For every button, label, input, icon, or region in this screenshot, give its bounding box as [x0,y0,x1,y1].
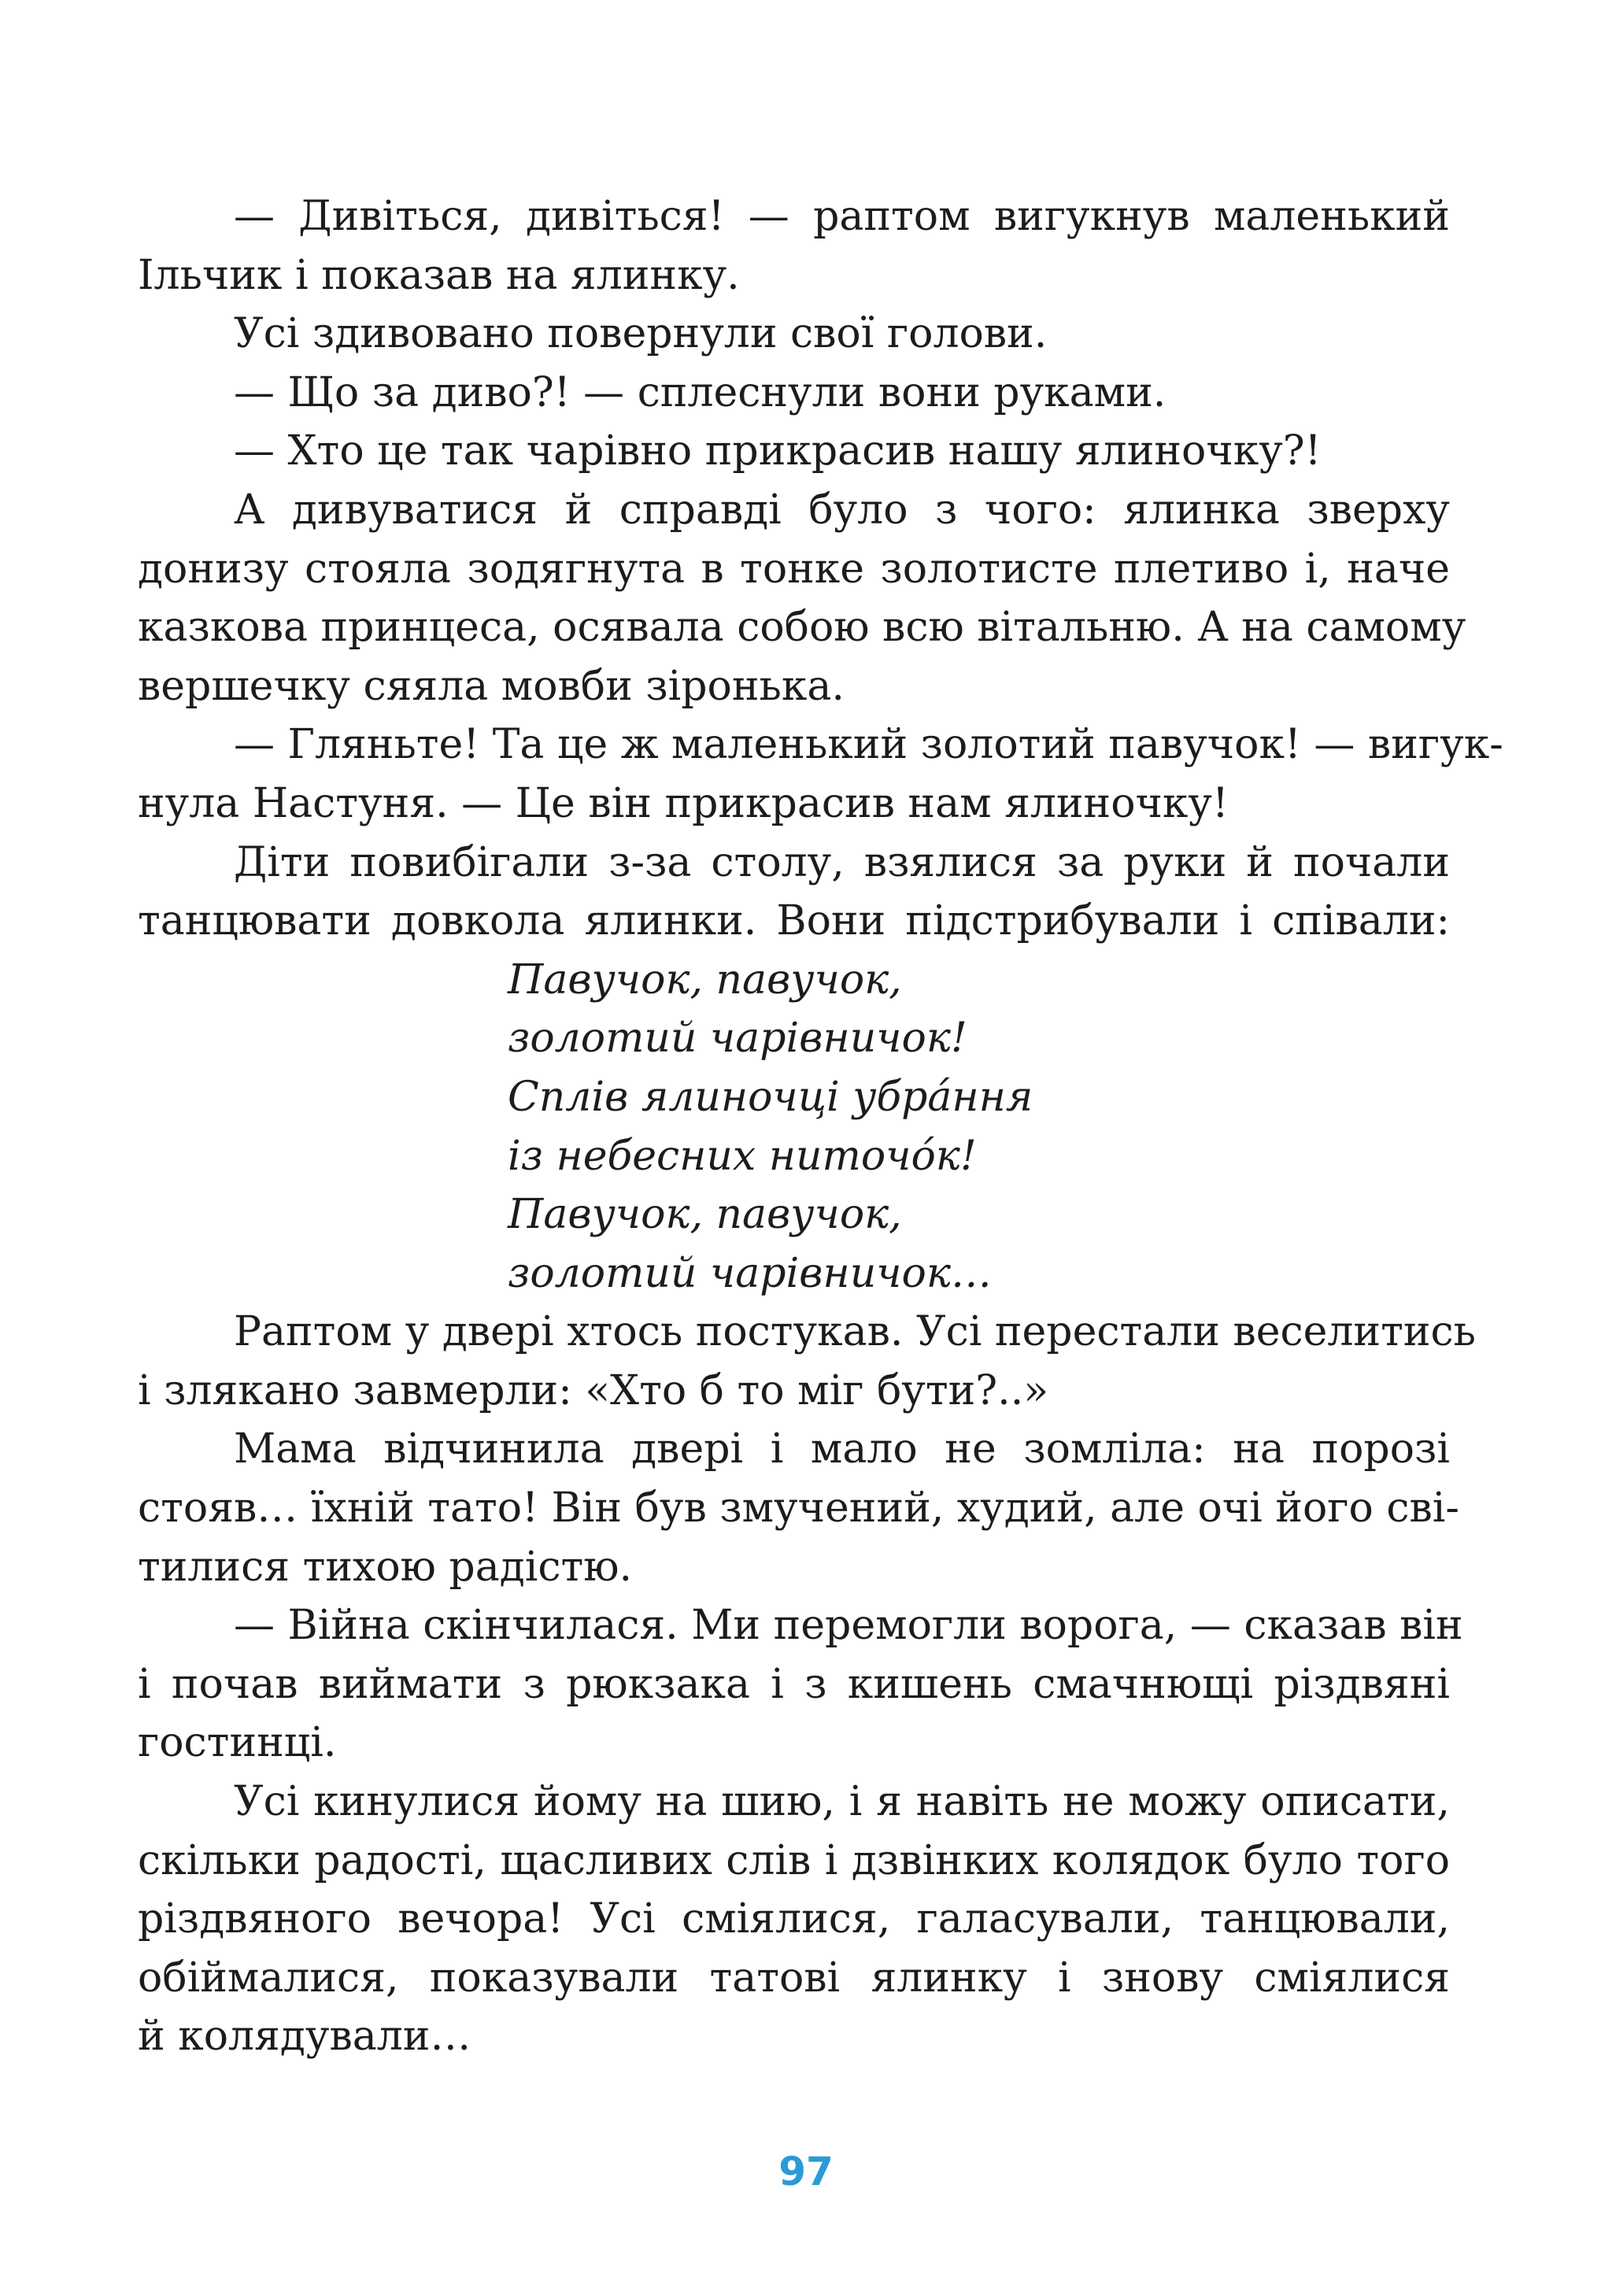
verse-line: золотий чарівничок! [508,1015,967,1063]
text-line: — Дивіться, дивіться! — раптом вигукнув маленький [234,193,1450,240]
text-line: донизу стояла зодягнута в тонке золотисте плетиво і, наче [138,545,1450,593]
text-line: нула Настуня. — Це він прикрасив нам ялиночку! [138,779,1229,827]
text-line: й колядували… [138,2013,471,2061]
verse-line: Сплів ялиночці убрáння [508,1073,1033,1121]
story-text [138,187,1503,2066]
text-line: — Війна скінчилася. Ми перемогли ворога, — сказав він [234,1602,1463,1650]
text-line: і злякано завмерли: «Хто б то міг бути?..» [138,1366,1049,1414]
text-line: обіймалися, показували татові ялинку і знову сміялися [138,1954,1450,2002]
verse-line: Павучок, павучок, [508,956,902,1004]
text-line: — Гляньте! Та це ж маленький золотий павучок! — вигук- [234,721,1503,769]
text-line: Ільчик і показав на ялинку. [138,251,740,299]
text-line: Раптом у двері хтось постукав. Усі перестали веселитись [234,1308,1476,1356]
verse-line: із небесних ниточóк! [508,1132,977,1180]
text-line: вершечку сяяла мовби зіронька. [138,662,845,710]
text-line: Усі кинулися йому на шию, і я навіть не можу описати, [234,1778,1450,1826]
verse-line: Павучок, павучок, [508,1191,902,1239]
text-line: Мама відчинила двері і мало не зомліла: на порозі [234,1425,1450,1473]
text-line: і почав виймати з рюкзака і з кишень смачнющі різдвяні [138,1660,1450,1708]
text-line: різдвяного вечора! Усі сміялися, галасували, танцювали, [138,1895,1450,1943]
text-line: — Хто це так чарівно прикрасив нашу ялиночку?! [234,427,1322,475]
text-line: танцювати довкола ялинки. Вони підстрибували і співали: [138,897,1450,945]
text-line: гостинці. [138,1719,337,1767]
text-line: тилися тихою радістю. [138,1543,633,1591]
text-line: Усі здивовано повернули свої голови. [234,310,1048,358]
text-line: скільки радості, щасливих слів і дзвінких колядок було того [138,1836,1450,1884]
verse-line: золотий чарівничок… [508,1249,992,1297]
text-line: стояв… їхній тато! Він був змучений, худий, але очі його сві- [138,1484,1459,1533]
page-number: 97 [778,2149,834,2194]
text-line: А дивуватися й справді було з чого: ялинка зверху [234,486,1450,534]
text-line: казкова принцеса, осявала собою всю вітальню. А на самому [138,604,1466,652]
text-line: Діти повибігали з-за столу, взялися за руки й почали [234,838,1450,886]
text-line: — Що за диво?! — сплеснули вони руками. [234,368,1166,416]
